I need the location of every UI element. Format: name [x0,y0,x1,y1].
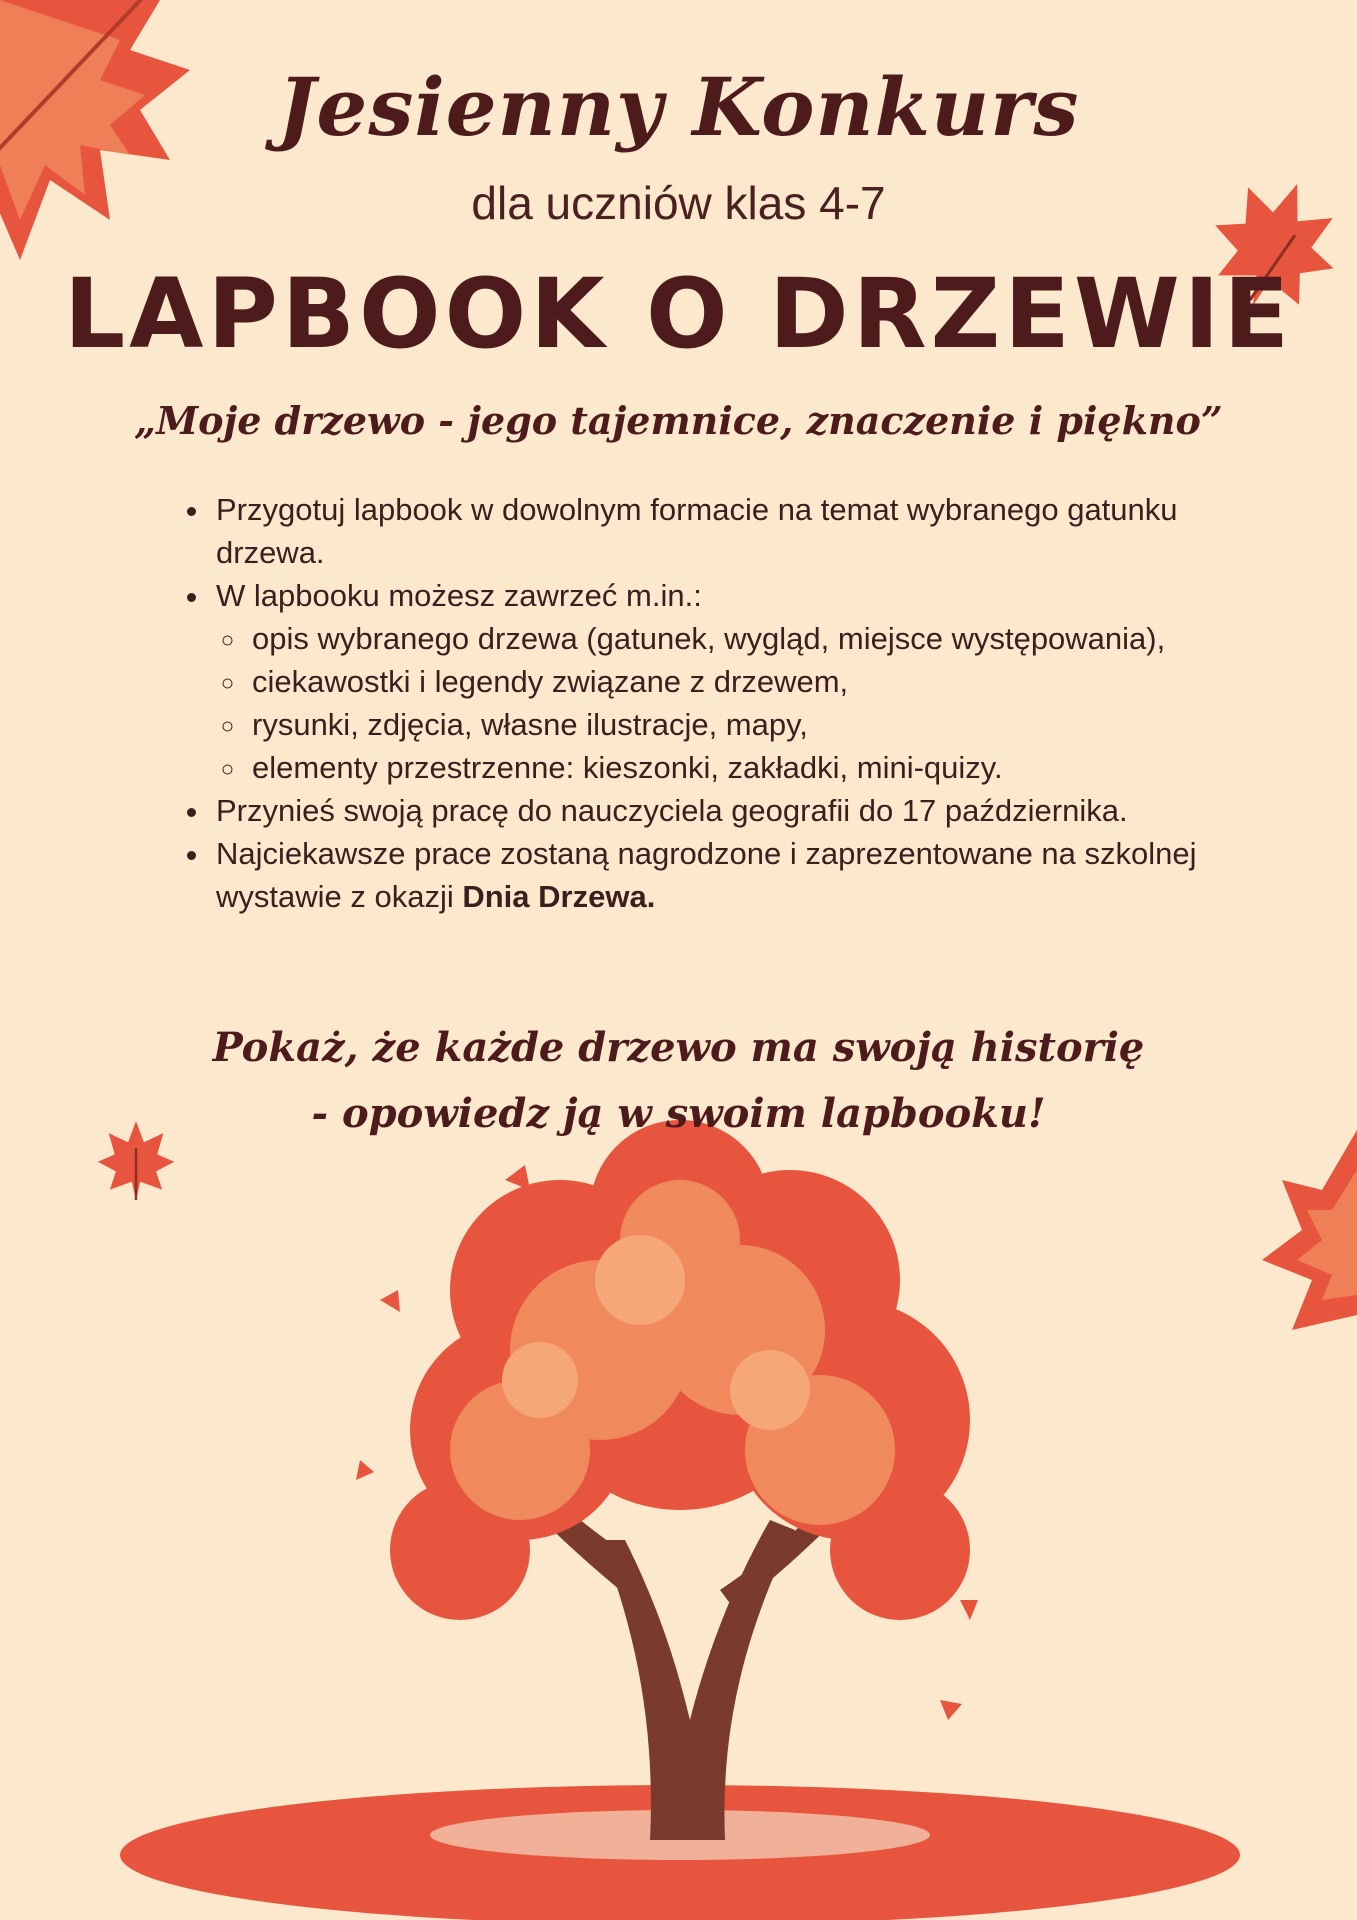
closing-text [0,1015,1357,1147]
poster-motto: „Moje drzewo - jego tajemnice, znaczenie i piękno” [134,398,1223,443]
tree-illustration [0,1120,1357,1920]
rule-item-text: Najciekawsze prace zostaną nagrodzone i zaprezentowane na szkolnej wystawie z okazji [216,836,1197,914]
rule-item [212,832,1260,918]
rule-subitem: ◦ ciekawostki i legendy związane z drzewem, [248,660,1260,703]
rule-subitem: ◦ elementy przestrzenne: kieszonki, zakładki, mini-quizy. [248,746,1260,789]
rules-list [180,488,1260,918]
poster-title: Jesienny Konkurs [277,60,1080,154]
rule-item: • Przynieś swoją pracę do nauczyciela geografii do 17 października. [212,789,1260,832]
rule-subitem: ◦ rysunki, zdjęcia, własne ilustracje, mapy, [248,703,1260,746]
poster-subtitle: dla uczniów klas 4-7 [471,177,886,229]
rule-item [212,574,1260,789]
rule-item-bold: Dnia Drzewa. [462,879,656,914]
rule-item: • Przygotuj lapbook w dowolnym formacie na temat wybranego gatunku drzewa. [212,488,1260,574]
closing-line-2: - opowiedz ją w swoim lapbooku! [311,1090,1046,1137]
poster-headline: LAPBOOK O DRZEWIE [63,258,1294,370]
closing-line-1: Pokaż, że każde drzewo ma swoją historię [212,1024,1145,1071]
rule-subitem: ◦ opis wybranego drzewa (gatunek, wygląd, miejsce występowania), [248,617,1260,660]
rule-item-text: W lapbooku możesz zawrzeć m.in.: [216,578,702,613]
